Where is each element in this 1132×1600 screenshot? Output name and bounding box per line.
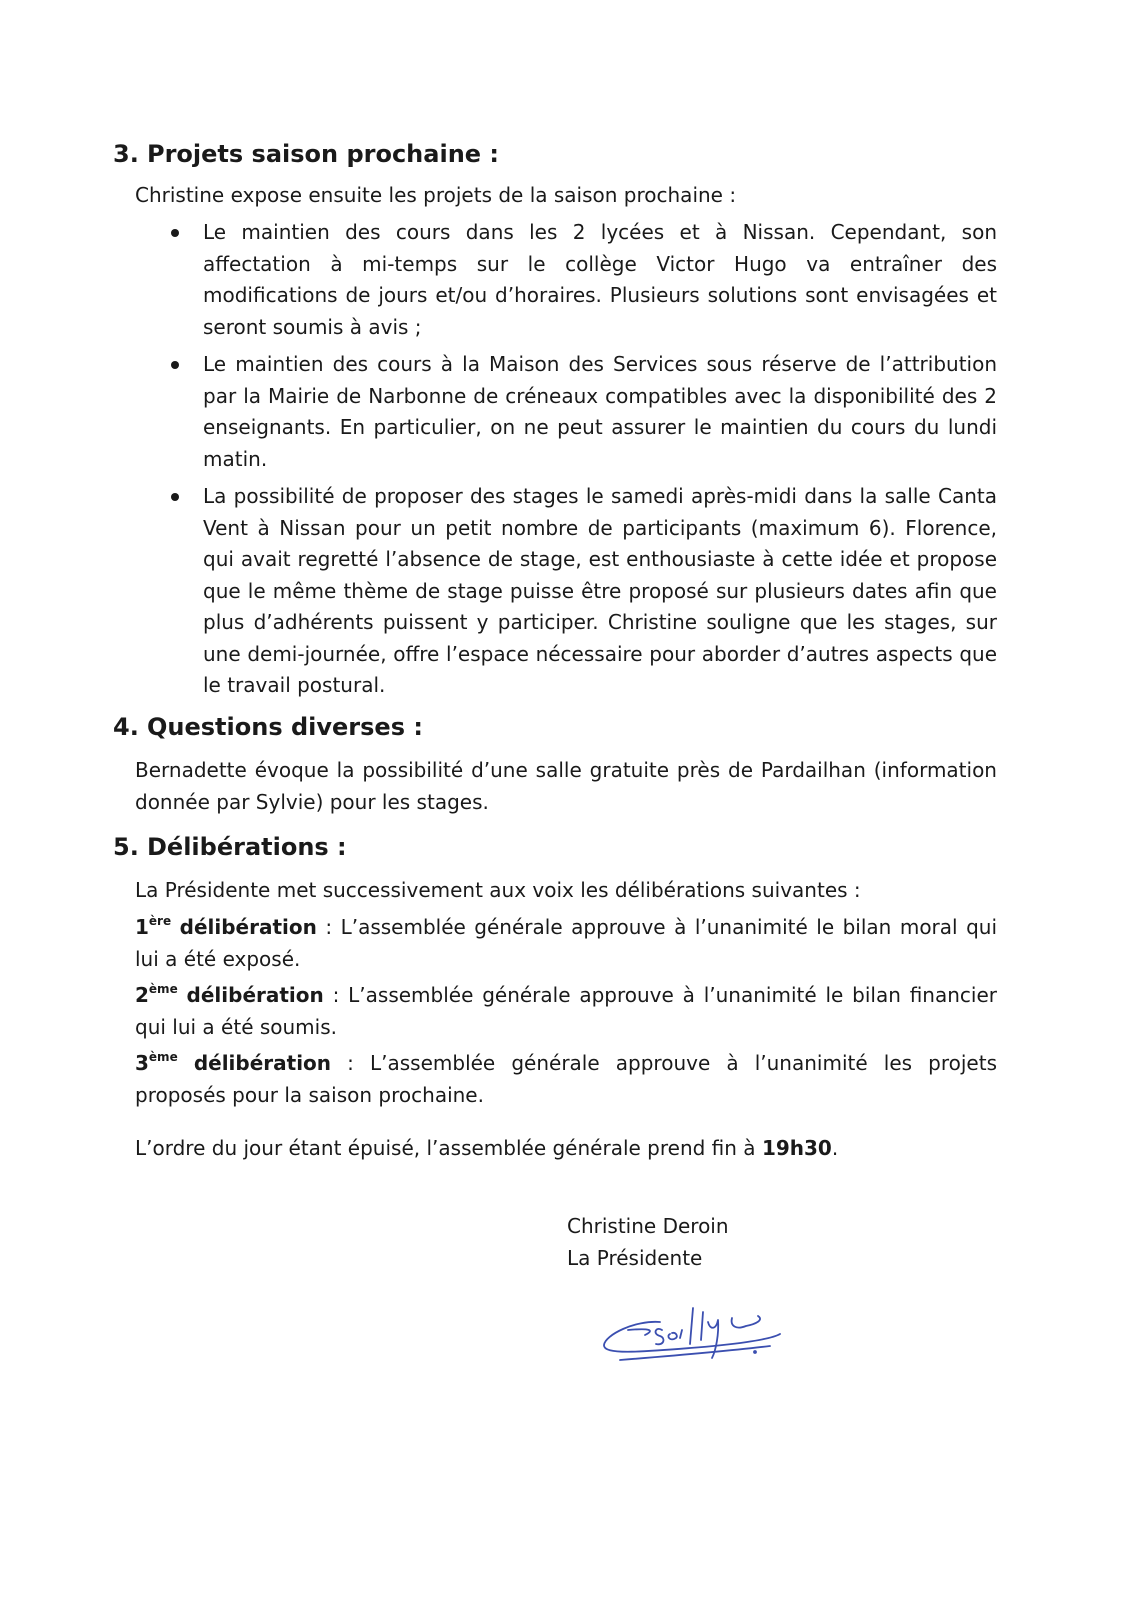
section-intro: Christine expose ensuite les projets de la saison prochaine : — [135, 183, 737, 207]
ordinal-suffix: ère — [148, 914, 172, 928]
closing-end: . — [831, 1136, 839, 1160]
deliberation-label: délibération — [193, 1051, 332, 1075]
deliberation-text: : L’assemblée générale approuve à l’unanimité le bilan moral qui lui a été exposé. — [135, 915, 998, 971]
section-title: Délibérations : — [147, 833, 347, 861]
section-number: 3. — [113, 140, 139, 168]
section-title: Questions diverses : — [147, 713, 423, 741]
list-item — [135, 349, 997, 475]
deliberation-ordinal: 2 — [135, 983, 149, 1007]
deliberation-label: délibération — [186, 983, 324, 1007]
section-intro: La Présidente met successivement aux voix les délibérations suivantes : — [135, 878, 861, 902]
bullet-icon — [171, 229, 179, 237]
deliberation-3 — [135, 1048, 997, 1111]
list-item — [135, 217, 997, 343]
bullet-icon — [171, 493, 179, 501]
closing-time: 19h30 — [761, 1136, 832, 1160]
signatory-role: La Présidente — [567, 1245, 703, 1270]
list-item-text: La possibilité de proposer des stages le samedi après-midi dans la salle Canta Vent à Nissan pour un petit nombre de participants (maximum 6). Florence, qui avait regretté l’absence de stage, est enthousiaste à cette idée et propose que le même thème de stage puisse être proposé sur plusieurs dates afin que plus d’adhérents puissent y participer. Christine souligne que les stages, sur une demi-journée, offre l’espace nécessaire pour aborder d’autres aspects que le travail postural. — [203, 484, 997, 697]
deliberation-text: : L’assemblée générale approuve à l’unanimité les projets proposés pour la saison prochaine. — [135, 1051, 997, 1107]
bullet-list — [135, 217, 997, 708]
list-item — [135, 481, 997, 702]
deliberation-1 — [135, 912, 997, 975]
section-number: 5. — [113, 833, 139, 861]
deliberation-ordinal: 1 — [135, 915, 149, 939]
closing-text: L’ordre du jour étant épuisé, l’assemblée générale prend fin à — [135, 1136, 762, 1160]
section-heading-4 — [113, 712, 423, 742]
deliberation-ordinal: 3 — [135, 1051, 149, 1075]
ordinal-suffix: ème — [148, 1050, 178, 1064]
signature-block — [567, 1211, 729, 1274]
section-text: Bernadette évoque la possibilité d’une salle gratuite près de Pardailhan (information donnée par Sylvie) pour les stages. — [135, 758, 997, 814]
deliberation-text: : L’assemblée générale approuve à l’unanimité le bilan financier qui lui a été soumis. — [135, 983, 997, 1039]
deliberation-2 — [135, 980, 997, 1043]
bullet-icon — [171, 361, 179, 369]
list-item-text: Le maintien des cours dans les 2 lycées et à Nissan. Cependant, son affectation à mi-temps sur le collège Victor Hugo va entraîner des modifications de jours et/ou d’horaires. Plusieurs solutions sont envisagées et seront soumis à avis ; — [203, 220, 997, 339]
closing-statement — [135, 1133, 997, 1165]
section-number: 4. — [113, 713, 139, 741]
signatory-name: Christine Deroin — [567, 1214, 729, 1238]
handwritten-signature — [600, 1300, 800, 1390]
section-title: Projets saison prochaine : — [147, 140, 500, 168]
deliberation-label: délibération — [179, 915, 317, 939]
list-item-text: Le maintien des cours à la Maison des Services sous réserve de l’attribution par la Mairie de Narbonne de créneaux compatibles avec la disponibilité des 2 enseignants. En particulier, on ne peut assurer le maintien du cours du lundi matin. — [203, 352, 997, 471]
section-heading-3 — [113, 139, 499, 169]
section-heading-5 — [113, 832, 347, 862]
ordinal-suffix: ème — [148, 982, 178, 996]
